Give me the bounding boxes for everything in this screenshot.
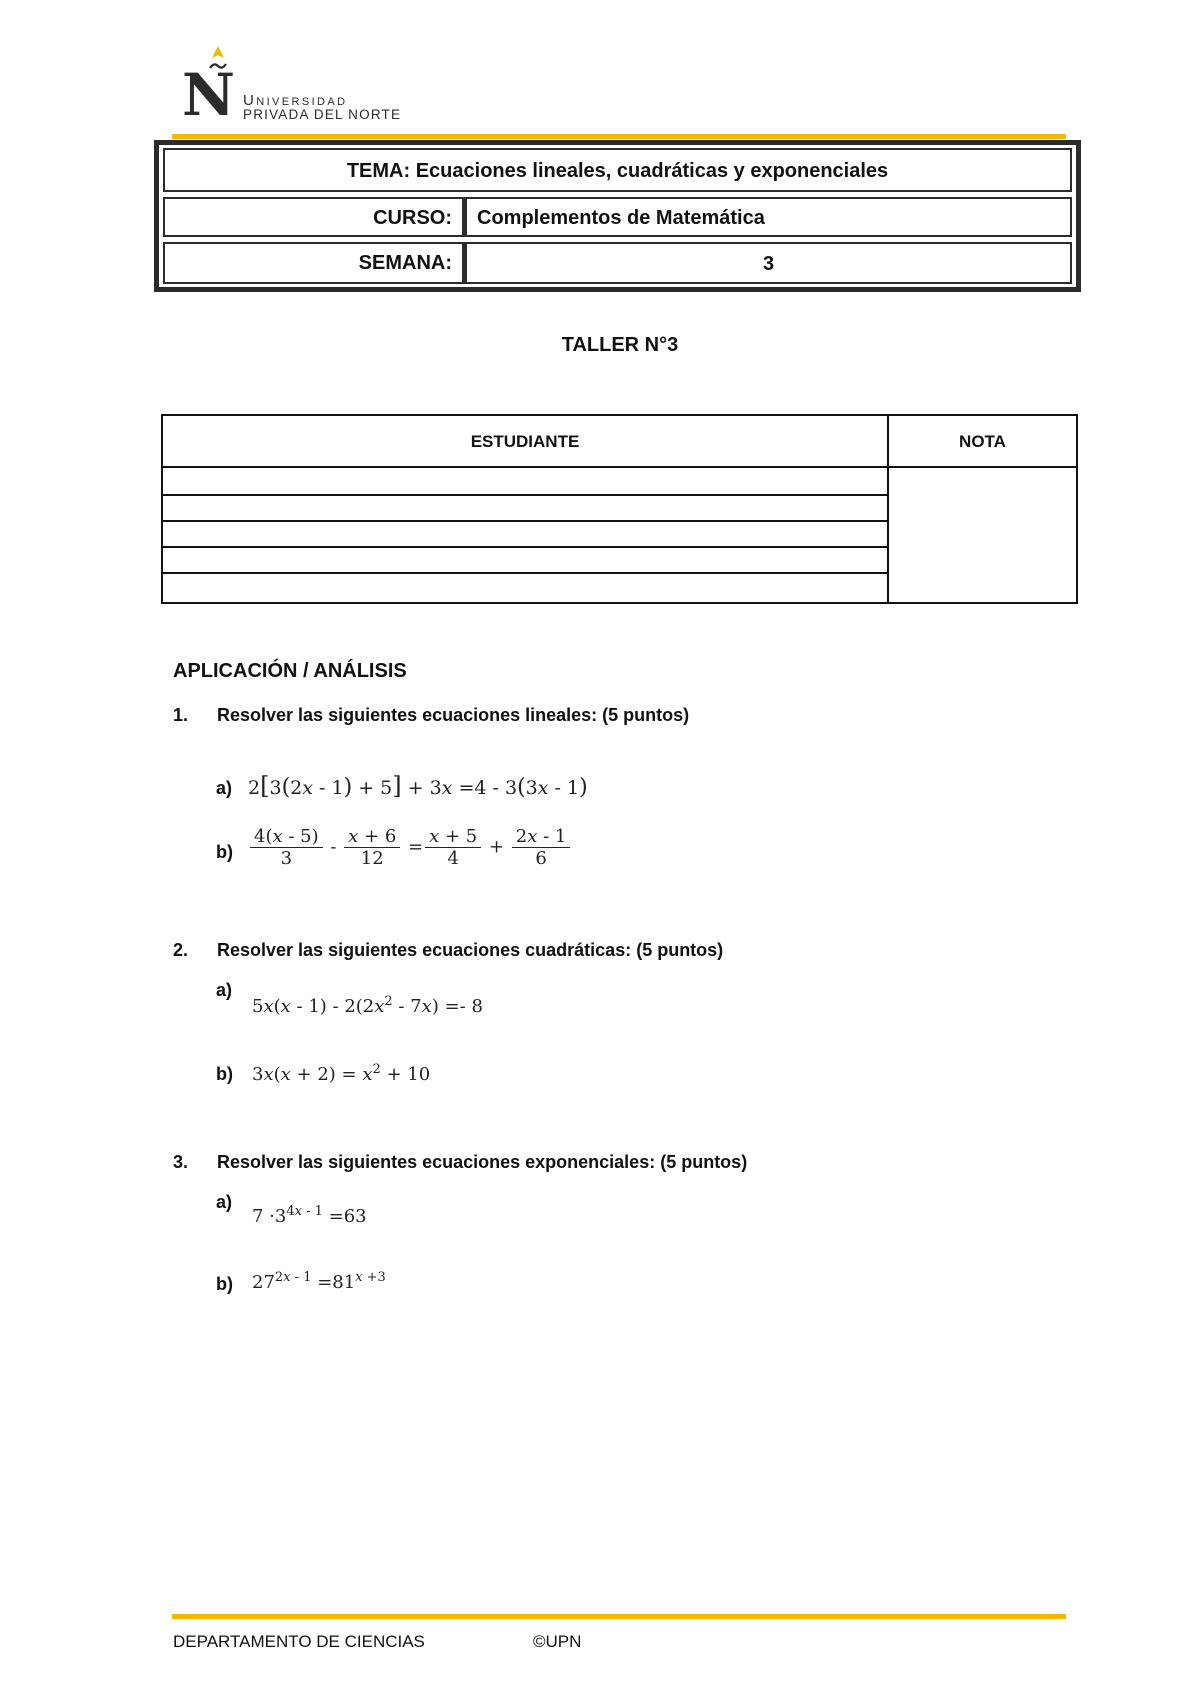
logo-university-text: Universidad: [243, 92, 348, 109]
item-label: b): [216, 1064, 233, 1084]
student-row-divider: [163, 572, 887, 574]
equation-3a: $7 \cdot 3^{4x - 1} =63$: [252, 1204, 367, 1227]
curso-value: Complementos de Matemática: [477, 207, 765, 229]
tema-text: TEMA: Ecuaciones lineales, cuadráticas y exponenciales: [346, 160, 889, 182]
curso-label: CURSO:: [373, 207, 452, 229]
question-number: 3.: [173, 1152, 189, 1172]
upn-logo-accent-icon: [206, 46, 230, 72]
question-2: [173, 940, 723, 961]
question-2b: [216, 1064, 233, 1085]
semana-label: SEMANA:: [358, 252, 452, 274]
question-3a: [216, 1192, 232, 1213]
semana-value: 3: [762, 253, 775, 275]
equation-2a: $5x(x - 1) - 2(2x^2 - 7x) =- 8$: [252, 994, 483, 1017]
question-3b: [216, 1274, 233, 1295]
student-row-divider: [163, 520, 887, 522]
semana-row: [163, 242, 1072, 284]
question-1a: [216, 778, 232, 799]
item-label: b): [216, 842, 233, 862]
header-divider: [172, 134, 1066, 139]
student-row-divider: [163, 494, 887, 496]
footer-copyright: ©UPN: [533, 1632, 582, 1651]
footer-department: DEPARTAMENTO DE CIENCIAS: [173, 1632, 425, 1651]
student-row-divider: [163, 546, 887, 548]
question-3: [173, 1152, 747, 1173]
item-label: a): [216, 980, 233, 1000]
question-text: Resolver las siguientes ecuaciones exponenciales: (5 puntos): [217, 1152, 748, 1172]
question-1: [173, 705, 689, 726]
equation-1a: 2[3(2x - 1) + 5] + 3x =4 - 3(3x - 1): [248, 772, 588, 800]
curso-row: [163, 197, 1072, 237]
item-label: a): [216, 778, 233, 798]
question-number: 1.: [173, 705, 189, 725]
column-divider: [887, 416, 889, 602]
section-title: APLICACIÓN / ANÁLISIS: [173, 660, 407, 682]
logo-university-subtext: PRIVADA DEL NORTE: [243, 107, 402, 122]
equation-3b: $27^{2x - 1} =81^{x +3}$: [252, 1270, 386, 1293]
page-title: TALLER N°3: [561, 334, 679, 356]
col-estudiante: ESTUDIANTE: [470, 432, 580, 451]
question-number: 2.: [173, 940, 189, 960]
tema-row: [163, 148, 1072, 192]
equation-1b: $\frac{4(x - 5)}{3}$ - $\frac{x + 6}{12}$ = $\frac{x + 5}{4}$ + $\frac{2x - 1}{6}$: [248, 826, 572, 869]
question-2a: [216, 980, 232, 1001]
question-1b: [216, 842, 233, 863]
question-text: Resolver las siguientes ecuaciones cuadráticas: (5 puntos): [217, 940, 724, 960]
equation-2b: $3x(x + 2) = x^2 + 10$: [252, 1062, 431, 1085]
item-label: b): [216, 1274, 233, 1294]
upn-logo-mark: N: [182, 61, 236, 129]
col-nota: NOTA: [959, 432, 1006, 451]
question-text: Resolver las siguientes ecuaciones lineales: (5 puntos): [217, 705, 690, 725]
item-label: a): [216, 1192, 233, 1212]
header-table: [154, 140, 1081, 292]
footer-divider: [172, 1614, 1066, 1619]
students-table: [161, 414, 1078, 604]
students-table-header: [163, 416, 1076, 468]
